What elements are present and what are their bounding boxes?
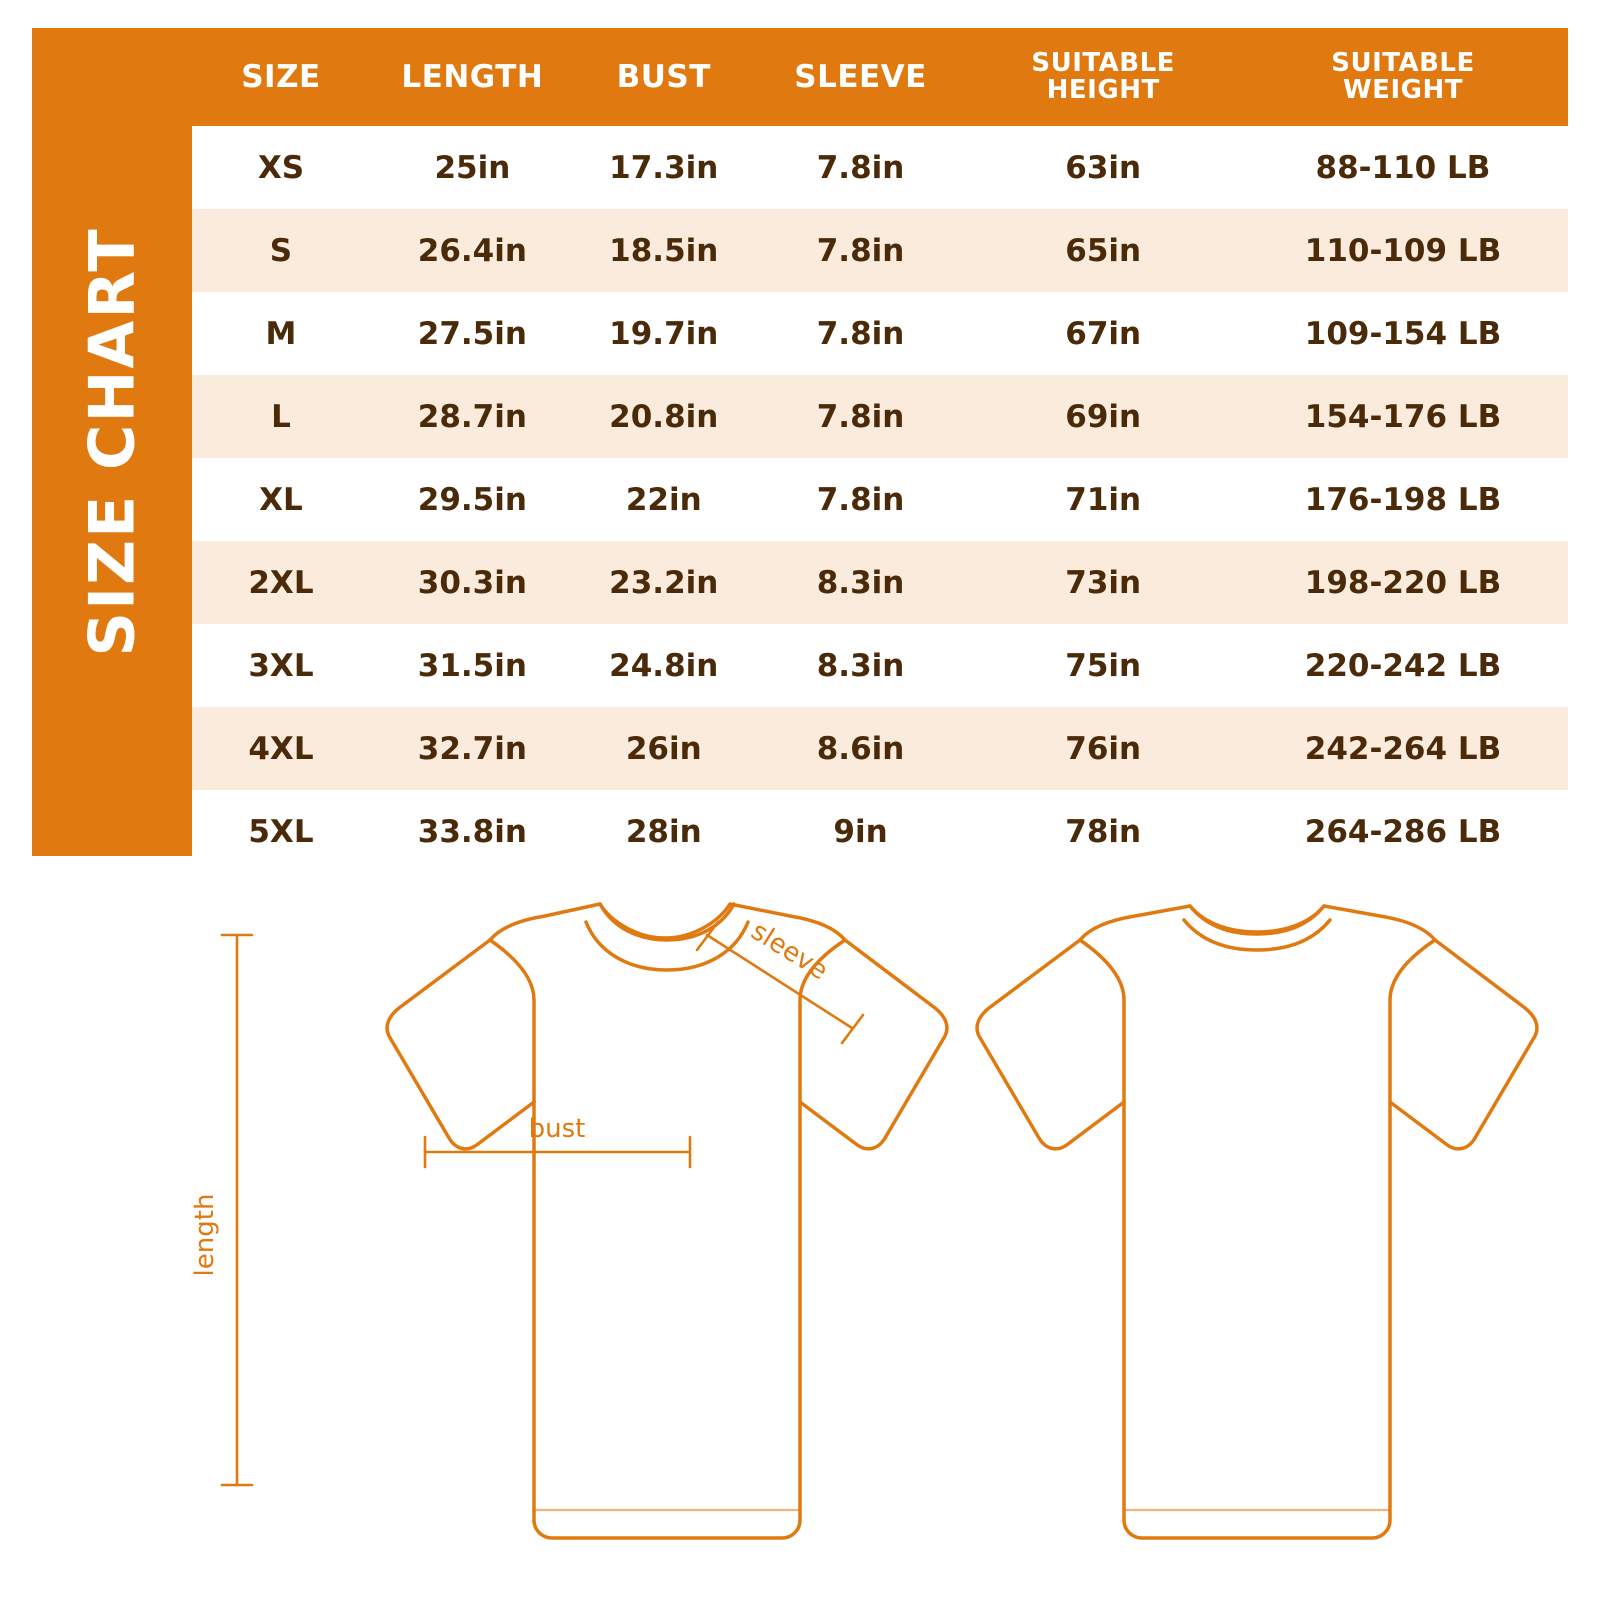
cell-bust: 23.2in (575, 541, 753, 624)
table-row (192, 292, 1568, 375)
vertical-title-area (32, 28, 192, 856)
cell-sleeve: 7.8in (753, 292, 969, 375)
cell-bust: 28in (575, 790, 753, 873)
cell-length: 32.7in (370, 707, 575, 790)
cell-bust: 24.8in (575, 624, 753, 707)
length-dimension (222, 935, 252, 1485)
cell-size: 5XL (192, 790, 370, 873)
size-table-wrapper (192, 28, 1568, 856)
cell-height: 78in (968, 790, 1238, 873)
cell-sleeve: 9in (753, 790, 969, 873)
cell-weight: 176-198 LB (1238, 458, 1568, 541)
cell-length: 27.5in (370, 292, 575, 375)
table-row (192, 126, 1568, 209)
cell-sleeve: 8.3in (753, 624, 969, 707)
cell-size: S (192, 209, 370, 292)
size-table (192, 28, 1568, 873)
cell-size: 4XL (192, 707, 370, 790)
cell-weight: 198-220 LB (1238, 541, 1568, 624)
cell-length: 31.5in (370, 624, 575, 707)
cell-weight: 109-154 LB (1238, 292, 1568, 375)
cell-bust: 22in (575, 458, 753, 541)
cell-height: 73in (968, 541, 1238, 624)
cell-bust: 19.7in (575, 292, 753, 375)
cell-weight: 242-264 LB (1238, 707, 1568, 790)
cell-height: 65in (968, 209, 1238, 292)
table-row (192, 209, 1568, 292)
cell-length: 26.4in (370, 209, 575, 292)
cell-weight: 110-109 LB (1238, 209, 1568, 292)
header-suitable-height-line1: SUITABLE (1031, 47, 1175, 78)
cell-height: 69in (968, 375, 1238, 458)
cell-sleeve: 8.3in (753, 541, 969, 624)
cell-length: 33.8in (370, 790, 575, 873)
table-row (192, 790, 1568, 873)
cell-length: 25in (370, 126, 575, 209)
length-label: length (190, 1193, 220, 1277)
header-row (192, 28, 1568, 126)
cell-weight: 264-286 LB (1238, 790, 1568, 873)
size-table-head (192, 28, 1568, 126)
cell-length: 28.7in (370, 375, 575, 458)
cell-size: 2XL (192, 541, 370, 624)
t-shirt-back-outline (977, 906, 1537, 1538)
header-size: SIZE (241, 58, 321, 95)
cell-bust: 18.5in (575, 209, 753, 292)
header-bust: BUST (616, 58, 711, 95)
page-title: SIZE CHART (75, 227, 149, 657)
cell-sleeve: 8.6in (753, 707, 969, 790)
table-row (192, 458, 1568, 541)
cell-length: 29.5in (370, 458, 575, 541)
cell-height: 71in (968, 458, 1238, 541)
cell-bust: 17.3in (575, 126, 753, 209)
table-row (192, 624, 1568, 707)
cell-sleeve: 7.8in (753, 126, 969, 209)
sleeve-label: sleeve (745, 916, 833, 987)
cell-height: 67in (968, 292, 1238, 375)
header-suitable-height (968, 28, 1238, 126)
header-suitable-height-line2: HEIGHT (1046, 75, 1160, 105)
cell-weight: 154-176 LB (1238, 375, 1568, 458)
header-length: LENGTH (401, 58, 544, 95)
cell-sleeve: 7.8in (753, 458, 969, 541)
cell-height: 76in (968, 707, 1238, 790)
cell-size: L (192, 375, 370, 458)
cell-height: 75in (968, 624, 1238, 707)
header-suitable-weight-line1: SUITABLE (1331, 47, 1475, 78)
cell-weight: 220-242 LB (1238, 624, 1568, 707)
bust-label: bust (528, 1114, 586, 1144)
size-chart-block (32, 28, 1568, 856)
cell-bust: 26in (575, 707, 753, 790)
size-table-body (192, 126, 1568, 873)
table-row (192, 541, 1568, 624)
cell-sleeve: 7.8in (753, 375, 969, 458)
cell-weight: 88-110 LB (1238, 126, 1568, 209)
cell-bust: 20.8in (575, 375, 753, 458)
cell-sleeve: 7.8in (753, 209, 969, 292)
table-row (192, 375, 1568, 458)
header-suitable-weight (1238, 28, 1568, 126)
t-shirt-front-outline (387, 904, 947, 1538)
header-sleeve: SLEEVE (794, 58, 927, 95)
measurement-diagram (0, 880, 1600, 1580)
cell-size: XS (192, 126, 370, 209)
cell-size: 3XL (192, 624, 370, 707)
cell-size: XL (192, 458, 370, 541)
cell-height: 63in (968, 126, 1238, 209)
cell-length: 30.3in (370, 541, 575, 624)
table-row (192, 707, 1568, 790)
header-suitable-weight-line2: WEIGHT (1343, 75, 1463, 105)
cell-size: M (192, 292, 370, 375)
